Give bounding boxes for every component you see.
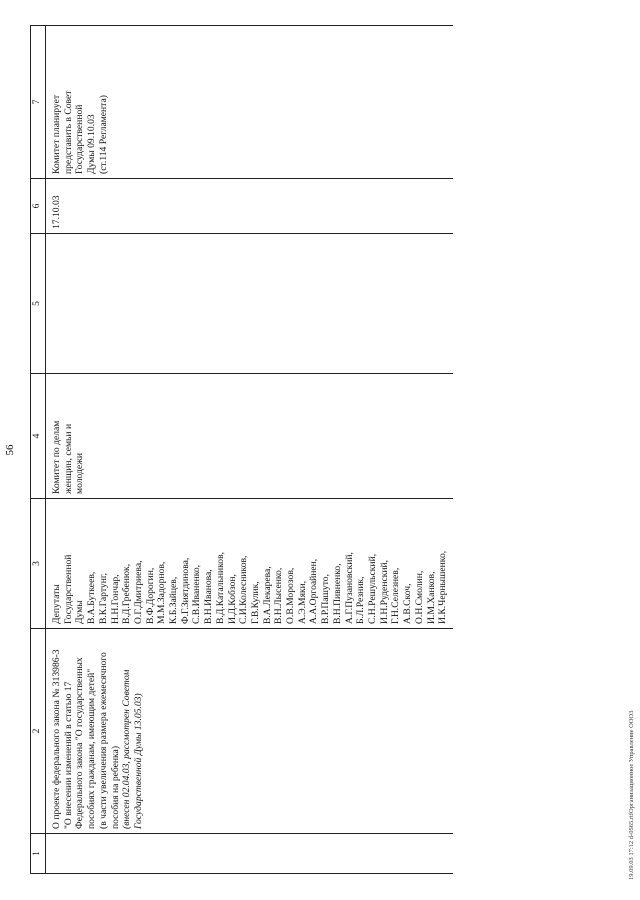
text-line: Б.Л.Резник, [355,576,367,624]
text-line: пособиях гражданам, имеющим детей" [86,668,98,829]
text-line: В.Н.Иванова, [203,569,215,624]
document-table [30,25,453,874]
text-line: А.Э.Мяки, [296,580,308,624]
text-line: Г.Н.Селезнев, [390,567,402,624]
text-line: представить в Совет [62,90,74,174]
text-line: В.Н.Лысенко, [273,567,285,624]
text-line: О.Н.Смолин, [413,570,425,624]
page-number: 56 [4,444,16,456]
column-number-4: 4 [31,374,46,499]
cell-committee [46,374,453,499]
cell-date: 17.10.03 [46,179,453,234]
cell-col5 [46,234,453,374]
text-line: В.Ф.Дорогин, [144,567,156,624]
text-line: О.Г.Дмитриева, [132,560,144,624]
text-line: (ст.114 Регламента) [97,95,109,174]
cell-index [46,834,453,874]
text-line: (внесен 02.04.03, рассмотрен Советом [121,669,133,829]
bill-title [51,633,121,829]
text-line: В.А.Лекарева, [261,566,273,624]
text-line: Ф.Г.Зиятдинова, [179,557,191,624]
text-line: А.А.Оргоайнен, [308,558,320,624]
text-line: О проекте федерального закона № 313986-3 [51,649,62,829]
text-line: А.В.Скоч, [402,583,414,624]
text-line: Государственной [62,554,74,624]
text-line: К.Б.Зайцев, [168,576,180,624]
text-line: "О внесении изменений в статью 17 [62,681,74,829]
text-line: В.Н.Пивненко, [331,563,343,624]
text-line: И.Н.Руденский, [378,559,390,624]
text-line: Г.В.Кулик, [249,581,261,624]
text-line: С.Н.Решульский, [366,553,378,624]
text-line: В.К.Гартунг, [97,572,109,624]
text-line: И.М.Ханков, [425,571,437,624]
text-line: Думы 09.10.03 [86,114,98,174]
text-line: Комитет планирует [51,94,62,174]
cell-bill-description [46,629,453,834]
bill-note [121,633,144,829]
column-number-5: 5 [31,234,46,374]
text-line: женщин, семьи и [62,423,74,494]
footer-text: 19.09.03 17:12 d-0565.rtfОрганизационное Управление ООО3 [628,710,635,880]
text-line: В.А.Буткеев, [86,571,98,624]
text-line: пособия на ребенка) [109,745,121,829]
text-line: В.Д.Катальников, [214,551,226,624]
text-line: М.М.Задорнов, [156,561,168,624]
text-line: Думы [74,600,86,624]
text-line: Государственной [74,104,86,174]
text-line: (в части увеличения размера ежемесячного [97,652,109,829]
text-line: А.Г.Пузановский, [343,552,355,624]
text-line: И.К.Чернышенко, [437,550,449,624]
column-number-2: 2 [31,629,46,834]
text-line: Государственной Думы 13.05.03) [132,693,144,829]
text-line: Федерального закона "О государственных [74,657,86,829]
text-line: С.В.Иваненко, [191,564,203,624]
text-line: Н.Н.Гончар, [109,574,121,624]
text-line: О.В.Морозов, [285,567,297,624]
cell-remarks [46,26,453,179]
column-number-6: 6 [31,179,46,234]
column-number-1: 1 [31,834,46,874]
text-line: Комитет по делам [51,420,62,494]
text-line: Депутаты [51,584,62,624]
text-line: молодежи [74,453,86,494]
text-line: В.Р.Пашуто, [320,574,332,624]
text-line: В.Д.Гребенюк, [121,563,133,624]
text-line: И.Д.Кобзон, [226,574,238,624]
column-number-3: 3 [31,499,46,629]
column-number-7: 7 [31,26,46,179]
cell-initiators [46,499,453,629]
text-line: С.И.Колесников, [238,555,250,624]
column-number-row [31,26,46,874]
table-row [46,26,453,874]
